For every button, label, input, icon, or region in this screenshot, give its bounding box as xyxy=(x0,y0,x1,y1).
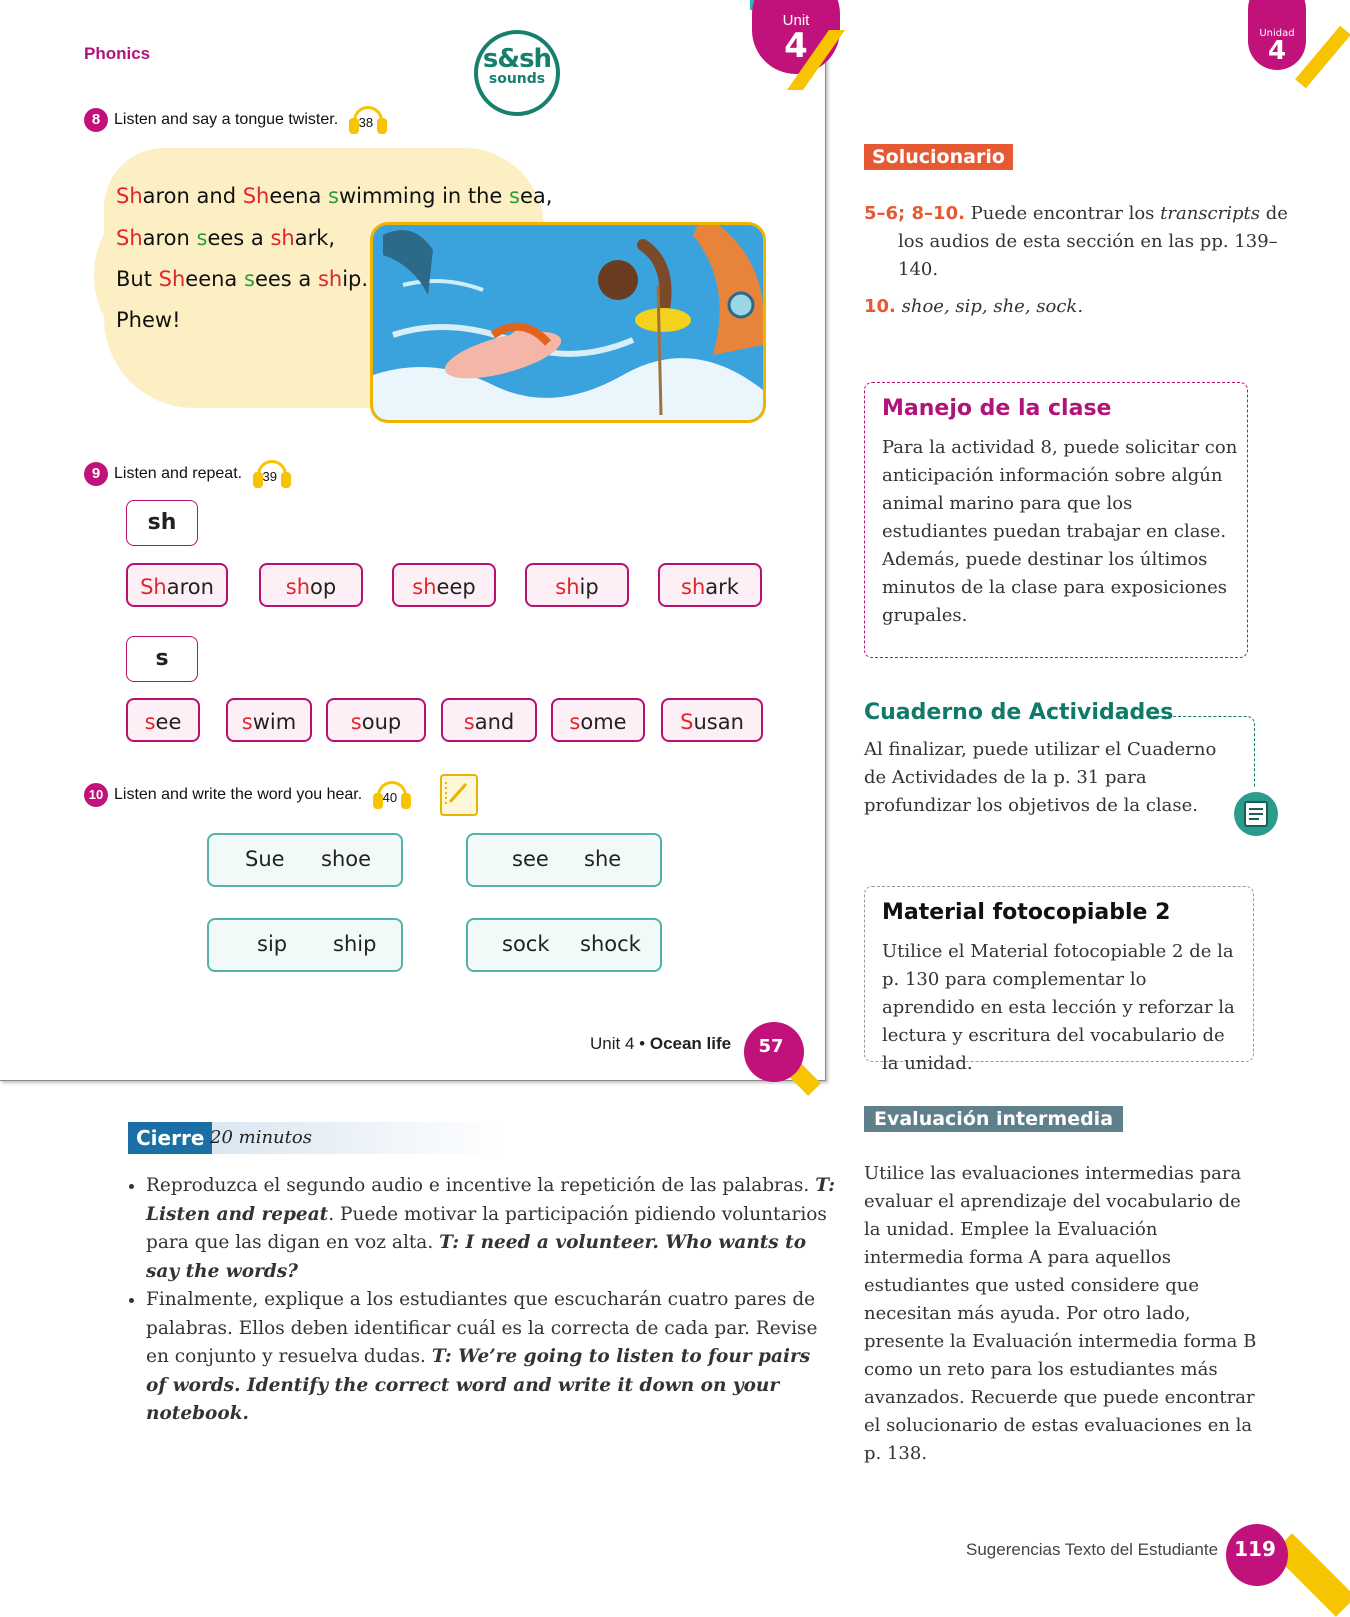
s-sound-header: s xyxy=(126,636,198,682)
solucionario-section xyxy=(864,146,1013,168)
pair-word-left: see xyxy=(512,847,549,871)
twister-line-4: Phew! xyxy=(116,308,181,332)
word-card-shark[interactable]: shark xyxy=(658,563,762,607)
cierre-bullet-1: • Reproduzca el segundo audio e incentive la repetición de las palabras. T: Listen and repeat. Puede motivar la participación pidiendo voluntarios para que las digan en voz alta. T: I need a volunteer. Who wants to say the words? xyxy=(146,1172,836,1286)
audio-track-number: 38 xyxy=(358,115,374,130)
cuaderno-title: Cuaderno de Actividades xyxy=(864,700,1174,725)
manejo-text: Para la actividad 8, puede solicitar con anticipación información sobre algún animal marino para que los estudiantes puedan trabajar en clase. Además, puede destinar los últimos minutos de la clase para exposiciones grupales. xyxy=(882,437,1238,626)
unit-tab-number: 4 xyxy=(784,26,808,66)
stamp-small-text: sounds xyxy=(488,71,546,87)
pair-word-right: she xyxy=(584,847,622,871)
word-card-swim[interactable]: swim xyxy=(226,698,312,742)
headphones-audio-icon[interactable] xyxy=(253,460,293,488)
sounds-stamp xyxy=(474,30,560,116)
unidad-tab-number: 4 xyxy=(1267,36,1287,66)
activity-number-badge: 8 xyxy=(84,108,108,132)
swimming-illustration xyxy=(370,222,766,423)
student-page-number: 57 xyxy=(744,1022,804,1082)
unidad-tab xyxy=(1248,0,1306,70)
evaluacion-label: Evaluación intermedia xyxy=(864,1106,1123,1132)
student-book-page xyxy=(0,0,826,1081)
notebook-pencil-icon xyxy=(440,774,478,816)
student-page-footer: Unit 4 • Ocean life xyxy=(590,1034,732,1053)
material-text: Utilice el Material fotocopiable 2 de la p. 130 para complementar lo aprendido en esta lección y reforzar la lectura y escritura del vocabulario de la unidad. xyxy=(882,941,1235,1074)
stamp-big-text: s&sh xyxy=(482,44,552,74)
cierre-bullet-2: • Finalmente, explique a los estudiantes que escucharán cuatro pares de palabras. Ellos deben identificar cuál es la correcta de cada par. Revise en conjunto y resuelva dudas. T: We’re going to listen to four pairs of words. Identify the correct word and write it down on your notebook. xyxy=(146,1286,836,1429)
word-pair-box[interactable] xyxy=(207,833,403,887)
word-card-ship[interactable]: ship xyxy=(525,563,629,607)
pair-word-left: sock xyxy=(502,932,550,956)
headphones-audio-icon[interactable] xyxy=(349,106,389,134)
cierre-bullet-list xyxy=(128,1172,836,1429)
twister-line-1: Sharon and Sheena swimming in the sea, xyxy=(116,184,553,208)
manejo-title: Manejo de la clase xyxy=(882,396,1112,421)
material-title: Material fotocopiable 2 xyxy=(882,900,1171,925)
solucionario-label: Solucionario xyxy=(864,144,1013,170)
activity-8-instruction xyxy=(84,106,389,134)
word-card-sand[interactable]: sand xyxy=(441,698,537,742)
evaluacion-text: Utilice las evaluaciones intermedias para evaluar el aprendizaje del vocabulario de la unidad. Emplee la Evaluación intermedia forma A para aquellos estudiantes que usted considere que necesitan más ayuda. Por otro lado, presente la Evaluación intermedia forma B como un reto para los estudiantes más avanzados. Recuerde que puede encontrar el solucionario de estas evaluaciones en la p. 138. xyxy=(864,1163,1257,1464)
activity-9-instruction xyxy=(84,460,293,488)
teacher-page-footer: Sugerencias Texto del Estudiante xyxy=(966,1540,1219,1559)
audio-track-number: 39 xyxy=(262,469,278,484)
word-pair-box[interactable] xyxy=(466,918,662,972)
twister-line-3: But Sheena sees a ship. xyxy=(116,267,369,291)
solucionario-item-2: 10. shoe, sip, she, sock. xyxy=(864,296,1084,317)
activity-10-text: Listen and write the word you hear. xyxy=(114,786,363,804)
unidad-tab-label: Unidad xyxy=(1259,28,1295,39)
pair-word-right: shoe xyxy=(321,847,372,871)
activity-number-badge: 9 xyxy=(84,462,108,486)
evaluacion-section xyxy=(864,1108,1123,1130)
teacher-page-number: 119 xyxy=(1226,1524,1288,1586)
pair-word-right: shock xyxy=(580,932,641,956)
word-card-see[interactable]: see xyxy=(126,698,200,742)
cierre-label: Cierre xyxy=(128,1122,212,1154)
section-title: Phonics xyxy=(84,44,151,63)
word-card-some[interactable]: some xyxy=(551,698,645,742)
word-pair-box[interactable] xyxy=(207,918,403,972)
activity-number-badge: 10 xyxy=(84,783,108,807)
audio-track-number: 40 xyxy=(382,790,398,805)
sh-sound-header: sh xyxy=(126,500,198,546)
activity-8-text: Listen and say a tongue twister. xyxy=(114,111,339,129)
activity-9-text: Listen and repeat. xyxy=(114,465,243,483)
word-card-sharon[interactable]: Sharon xyxy=(126,563,228,607)
word-card-shop[interactable]: shop xyxy=(259,563,363,607)
pair-word-right: ship xyxy=(333,932,377,956)
activity-10-instruction xyxy=(84,781,413,809)
twister-line-2: Sharon sees a shark, xyxy=(116,226,336,250)
cierre-duration: 20 minutos xyxy=(210,1127,312,1148)
word-card-soup[interactable]: soup xyxy=(326,698,426,742)
solucionario-item-1: 5–6; 8–10. Puede encontrar los transcripts de los audios de esta sección en las pp. 139–140. xyxy=(864,203,1288,280)
unit-tab-label: Unit xyxy=(782,12,810,29)
workbook-icon xyxy=(1234,792,1278,836)
pair-word-left: sip xyxy=(257,932,288,956)
cuaderno-text: Al finalizar, puede utilizar el Cuaderno de Actividades de la p. 31 para profundizar los objetivos de la clase. xyxy=(864,739,1217,816)
pair-word-left: Sue xyxy=(245,847,285,871)
word-card-susan[interactable]: Susan xyxy=(661,698,763,742)
word-pair-box[interactable] xyxy=(466,833,662,887)
headphones-audio-icon[interactable] xyxy=(373,781,413,809)
word-card-sheep[interactable]: sheep xyxy=(392,563,496,607)
